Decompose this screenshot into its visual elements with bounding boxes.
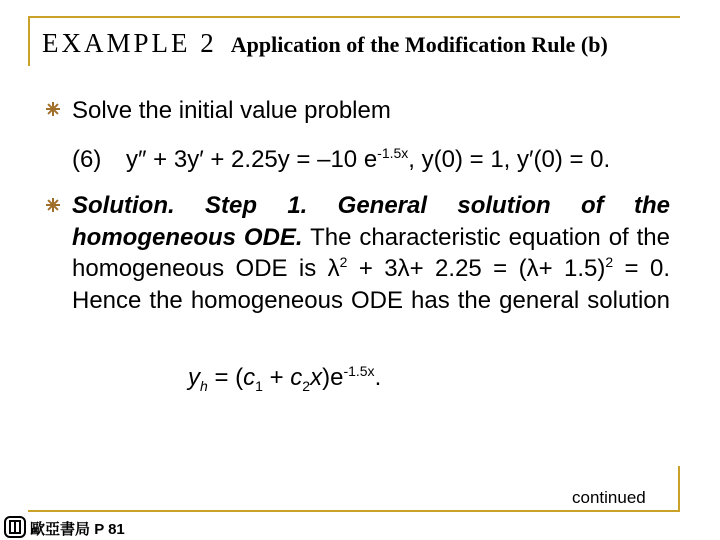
frame-top-line	[28, 16, 680, 18]
star-bullet-icon	[46, 198, 60, 212]
publisher-logo-icon	[4, 516, 26, 538]
solution-paragraph	[72, 190, 670, 316]
page-number: P 81	[94, 521, 125, 538]
footer-publisher	[30, 518, 125, 539]
equation-conditions: , y(0) = 1, y′(0) = 0.	[408, 146, 611, 173]
title-example: EXAMPLE 2	[42, 28, 217, 58]
bullet-problem-text: Solve the initial value problem	[72, 97, 391, 124]
solution-sup-b: 2	[605, 254, 614, 270]
star-bullet-icon	[46, 102, 60, 116]
solution-body-a: The characteristic equation of the homogeneous ODE is λ	[72, 223, 670, 282]
equation-number: (6)	[72, 146, 102, 173]
equation-lhs: y″ + 3y′ + 2.25y = –10 e	[126, 146, 378, 173]
publisher-name: 歐亞書局	[30, 521, 91, 538]
solution-sup-a: 2	[339, 254, 348, 270]
solution-body-c: = 0. Hence the homogeneous ODE has the general solution	[72, 255, 670, 314]
solution-lead: Solution.	[72, 192, 175, 219]
title-subtitle: Application of the Modification Rule (b)	[230, 32, 608, 57]
frame-bottom-line	[28, 510, 680, 512]
equation-exponent: -1.5x	[377, 145, 409, 161]
equation-6	[126, 144, 610, 176]
continued-label: continued	[572, 488, 646, 507]
slide-title	[42, 28, 608, 59]
solution-step-heading: Step 1. General solution of the homogeneous ODE.	[72, 192, 670, 251]
solution-body-b: + 3λ+ 2.25 = (λ+ 1.5)	[347, 255, 606, 282]
frame-left-line	[28, 16, 30, 66]
general-solution-yh: $y_h = (c_1 + c_2x)e^{-1.5x}$.	[188, 363, 382, 394]
frame-right-line	[678, 466, 680, 512]
